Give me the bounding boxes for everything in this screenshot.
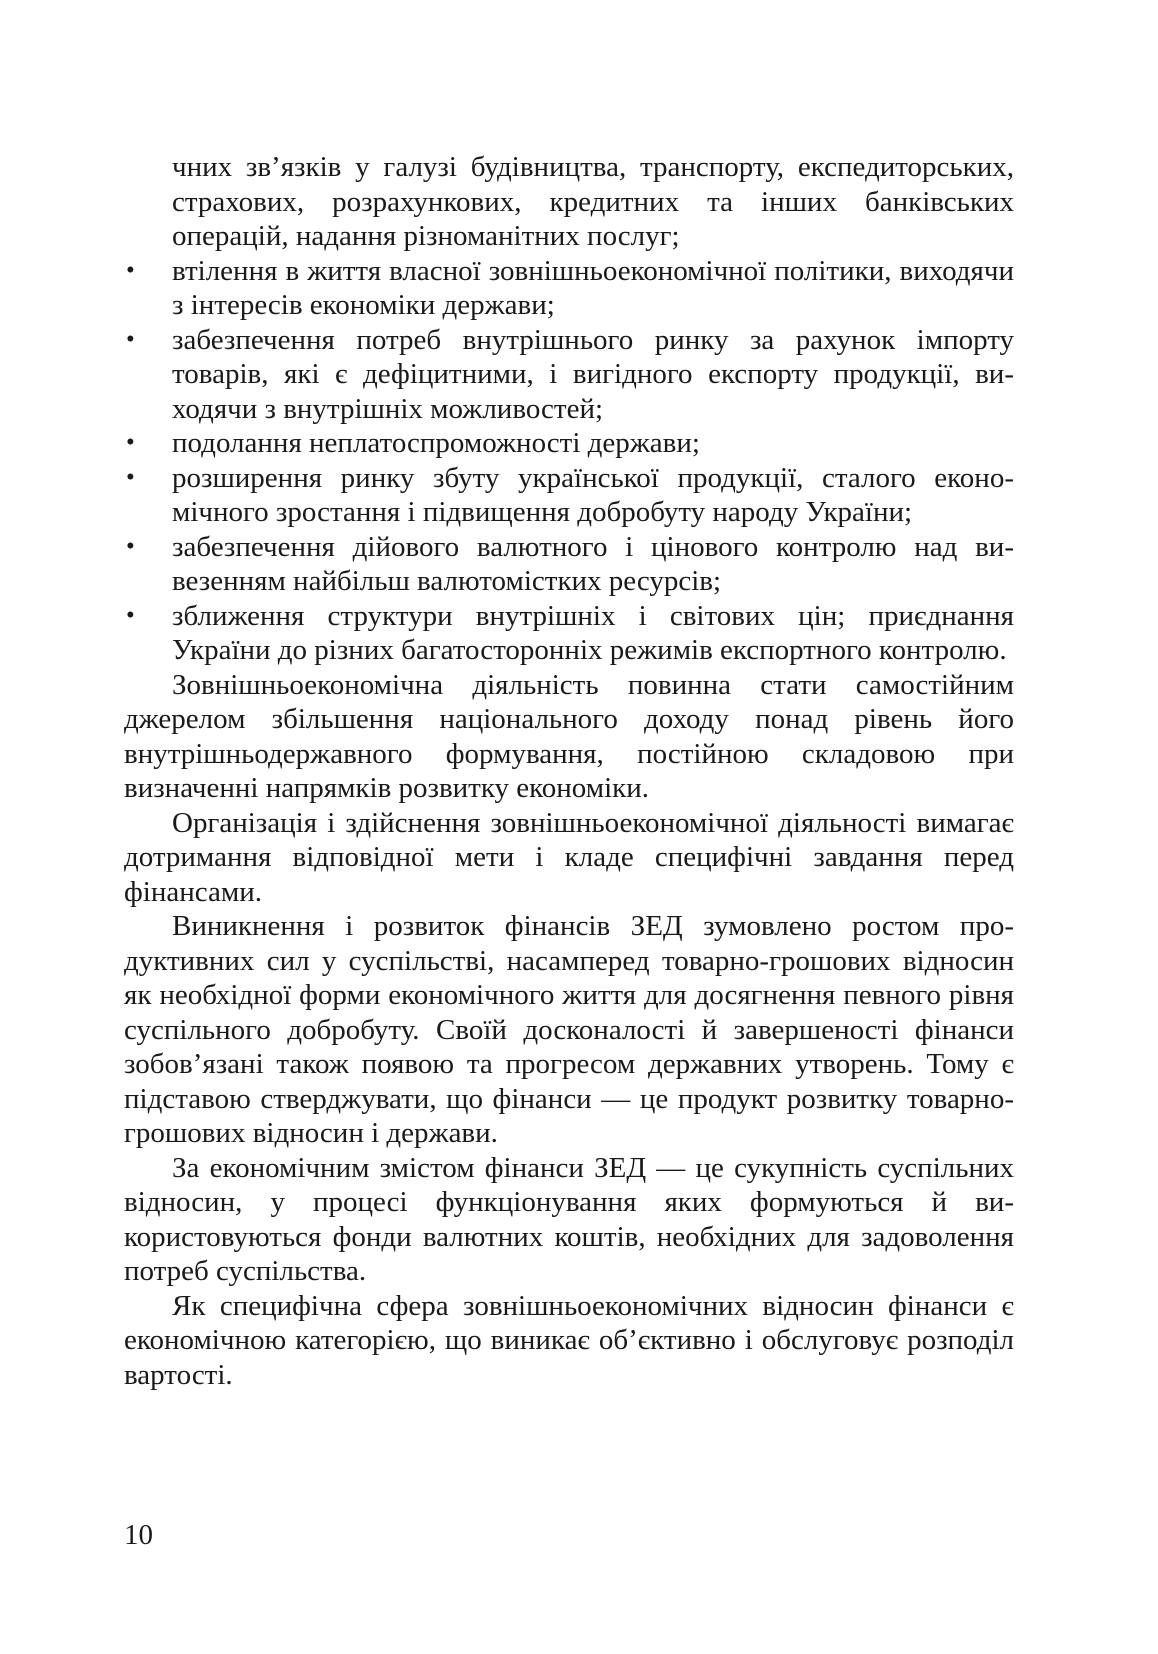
list-item (124, 461, 1014, 530)
list-item (124, 323, 1014, 427)
page-number: 10 (124, 1519, 153, 1551)
paragraph: Як специфічна сфера зовнішньоекономічних відносин фінанси є економічною категорією, що виникає об’єктивно і обслуговує розподіл вартості. (124, 1289, 1014, 1391)
list-item (124, 599, 1014, 668)
bullet-icon: • (126, 601, 135, 629)
paragraph: Організація і здійснення зовнішньоекономічної діяльності вимагає дотримання відповідної мети і кладе специфічні завдання перед фінансами. (124, 806, 1014, 908)
paragraph: Зовнішньоекономічна діяльність повинна стати самостійним джерелом збільшення національного доходу понад рівень його внутрішньодержавного формування, постійною складовою при визначенні напрямків розвитку економіки. (124, 668, 1014, 804)
list-item-text: втілення в життя власної зовнішньоекономічної політики, виходячи з інтересів економіки держави; (172, 254, 1014, 321)
bullet-icon: • (126, 325, 135, 353)
list-item (124, 254, 1014, 323)
list-item-text: забезпечення дійового валютного і цінового контролю над вивезенням найбільш валютомістких ресурсів; (172, 530, 1014, 597)
list-item-text: забезпечення потреб внутрішнього ринку за рахунок імпорту товарів, які є дефіцитними, і вигідного експорту продукції, виходячи з внутрішніх можливостей; (172, 323, 1014, 425)
list-item-text: зближення структури внутрішніх і світових цін; приєднання України до різних багатосторонніх режимів експортного контролю. (172, 599, 1014, 666)
paragraph: За економічним змістом фінанси ЗЕД — це сукупність суспільних відносин, у процесі функціонування яких формуються й використовуються фонди валютних коштів, необхідних для задоволення потреб суспільства. (124, 1151, 1014, 1287)
page-body (124, 150, 1014, 1392)
list-item (124, 426, 1014, 461)
list-item (124, 530, 1014, 599)
paragraph: Виникнення і розвиток фінансів ЗЕД зумовлено ростом продуктивних сил у суспільстві, насамперед товарно-грошових відносин як необхідної форми економічного життя для досягнення певного рівня суспільного добробуту. Своїй досконалості й завершеності фінанси зобов’язані також появою та прогресом державних утворень. Тому є підставою стверджувати, що фінанси — це продукт розвитку товарно-грошових відносин і держави. (124, 910, 1014, 1149)
continued-list-text: чних зв’язків у галузі будівництва, транспорту, експедиторських, страхових, розрахункових, кредитних та інших банківських операцій, надання різноманітних послуг; (172, 151, 1014, 252)
bullet-icon: • (126, 429, 135, 456)
bullet-icon: • (126, 463, 135, 491)
list-item-text: подолання неплатоспроможності держави; (172, 427, 700, 459)
bullet-icon: • (126, 256, 135, 284)
bullet-icon: • (126, 532, 135, 560)
bullet-list (124, 254, 1014, 668)
list-item-text: розширення ринку збуту української продукції, сталого економічного зростання і підвищення добробуту народу України; (172, 461, 1014, 528)
